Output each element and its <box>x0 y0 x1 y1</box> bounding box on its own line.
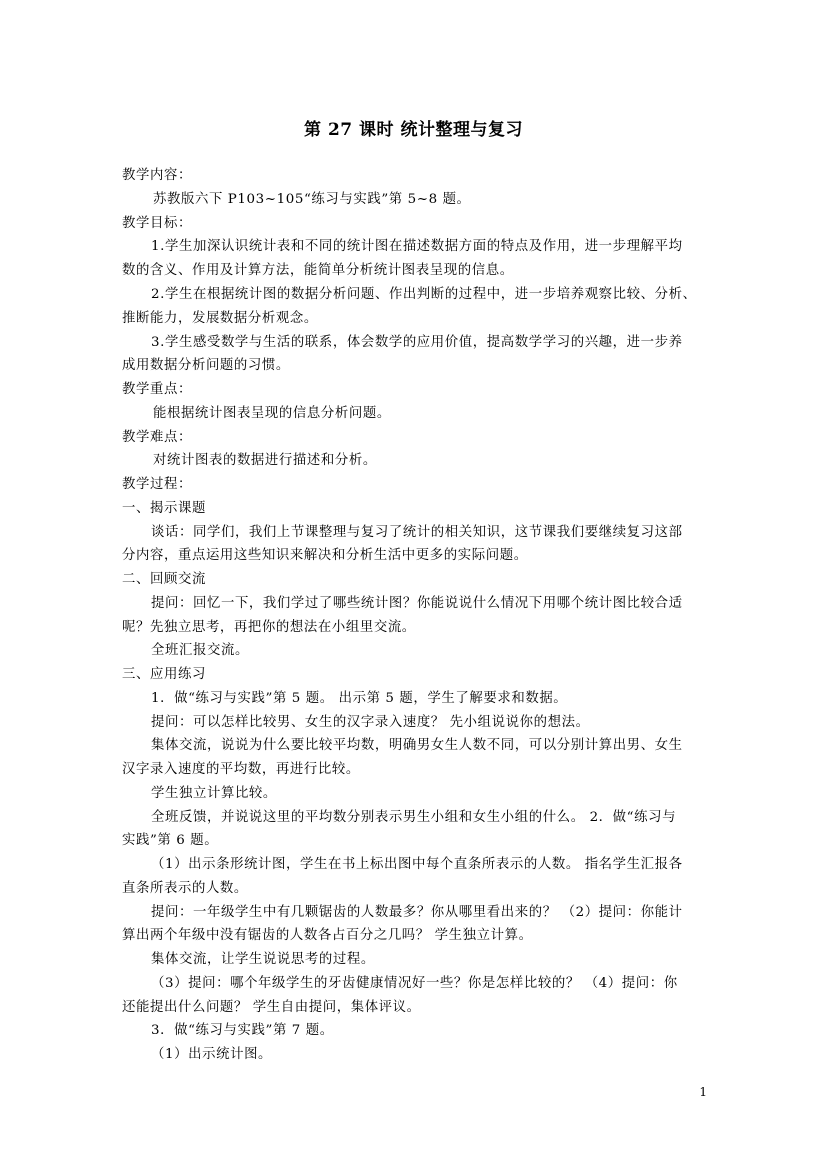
paragraph-line: 推断能力，发展数据分析观念。 <box>122 311 318 326</box>
paragraph-line: 直条所表示的人数。 <box>122 881 248 896</box>
section-heading: 三、应用练习 <box>122 667 206 682</box>
paragraph-line: 分内容，重点运用这些知识来解决和分析生活中更多的实际问题。 <box>122 548 528 563</box>
section-heading: 教学难点： <box>122 430 192 445</box>
section-heading: 教学目标： <box>122 216 192 231</box>
section-heading: 教学内容： <box>122 168 192 183</box>
paragraph-line: 数的含义、作用及计算方法，能简单分析统计图表呈现的信息。 <box>122 263 514 278</box>
paragraph-line: 3．做“练习与实践”第 7 题。 <box>151 1023 334 1038</box>
paragraph-line: 集体交流，让学生说说思考的过程。 <box>151 952 375 967</box>
paragraph-line: 能根据统计图表呈现的信息分析问题。 <box>153 406 391 421</box>
paragraph-line: 汉字录入速度的平均数，再进行比较。 <box>122 762 360 777</box>
paragraph-line: 集体交流，说说为什么要比较平均数，明确男女生人数不同，可以分别计算出男、女生 <box>151 738 683 753</box>
paragraph-line: 成用数据分析问题的习惯。 <box>122 358 290 373</box>
paragraph-line: 对统计图表的数据进行描述和分析。 <box>153 453 377 468</box>
paragraph-line: 提问：一年级学生中有几颗锯齿的人数最多？你从哪里看出来的？ （2）提问：你能计 <box>151 905 683 920</box>
page-number: 1 <box>699 1085 707 1099</box>
paragraph-line: （1）出示统计图。 <box>151 1047 273 1062</box>
paragraph-line: 全班汇报交流。 <box>151 643 249 658</box>
section-heading: 教学重点： <box>122 382 192 397</box>
paragraph-line: 算出两个年级中没有锯齿的人数各占百分之几吗？ 学生独立计算。 <box>122 928 533 943</box>
paragraph-line: 1．做“练习与实践”第 5 题。 出示第 5 题，学生了解要求和数据。 <box>151 691 568 706</box>
paragraph-line: 苏教版六下 P103~105“练习与实践”第 5~8 题。 <box>153 192 471 207</box>
paragraph-line: 2.学生在根据统计图的数据分析问题、作出判断的过程中，进一步培养观察比较、分析、 <box>151 287 697 302</box>
paragraph-line: 谈话：同学们，我们上节课整理与复习了统计的相关知识，这节课我们要继续复习这部 <box>151 525 683 540</box>
paragraph-line: 全班反馈，并说说这里的平均数分别表示男生小组和女生小组的什么。 2．做“练习与 <box>151 810 677 825</box>
paragraph-line: 还能提出什么问题？ 学生自由提问，集体评议。 <box>122 1000 421 1015</box>
paragraph-line: （1）出示条形统计图，学生在书上标出图中每个直条所表示的人数。 指名学生汇报各 <box>151 857 683 872</box>
paragraph-line: 呢？先独立思考，再把你的想法在小组里交流。 <box>122 620 416 635</box>
paragraph-line: 3.学生感受数学与生活的联系，体会数学的应用价值，提高数学学习的兴趣，进一步养 <box>151 335 683 350</box>
paragraph-line: 实践”第 6 题。 <box>122 833 219 848</box>
section-heading: 教学过程： <box>122 477 192 492</box>
paragraph-line: 学生独立计算比较。 <box>151 786 277 801</box>
section-heading: 一、揭示课题 <box>122 501 206 516</box>
paragraph-line: 提问：可以怎样比较男、女生的汉字录入速度？ 先小组说说你的想法。 <box>151 715 590 730</box>
paragraph-line: 提问：回忆一下，我们学过了哪些统计图？你能说说什么情况下用哪个统计图比较合适 <box>151 596 683 611</box>
paragraph-line: 1.学生加深认识统计表和不同的统计图在描述数据方面的特点及作用，进一步理解平均 <box>151 239 683 254</box>
paragraph-line: （3）提问：哪个年级学生的牙齿健康情况好一些？你是怎样比较的？ （4）提问：你 <box>151 976 678 991</box>
section-heading: 二、回顾交流 <box>122 572 206 587</box>
page-title: 第 27 课时 统计整理与复习 <box>304 120 523 140</box>
